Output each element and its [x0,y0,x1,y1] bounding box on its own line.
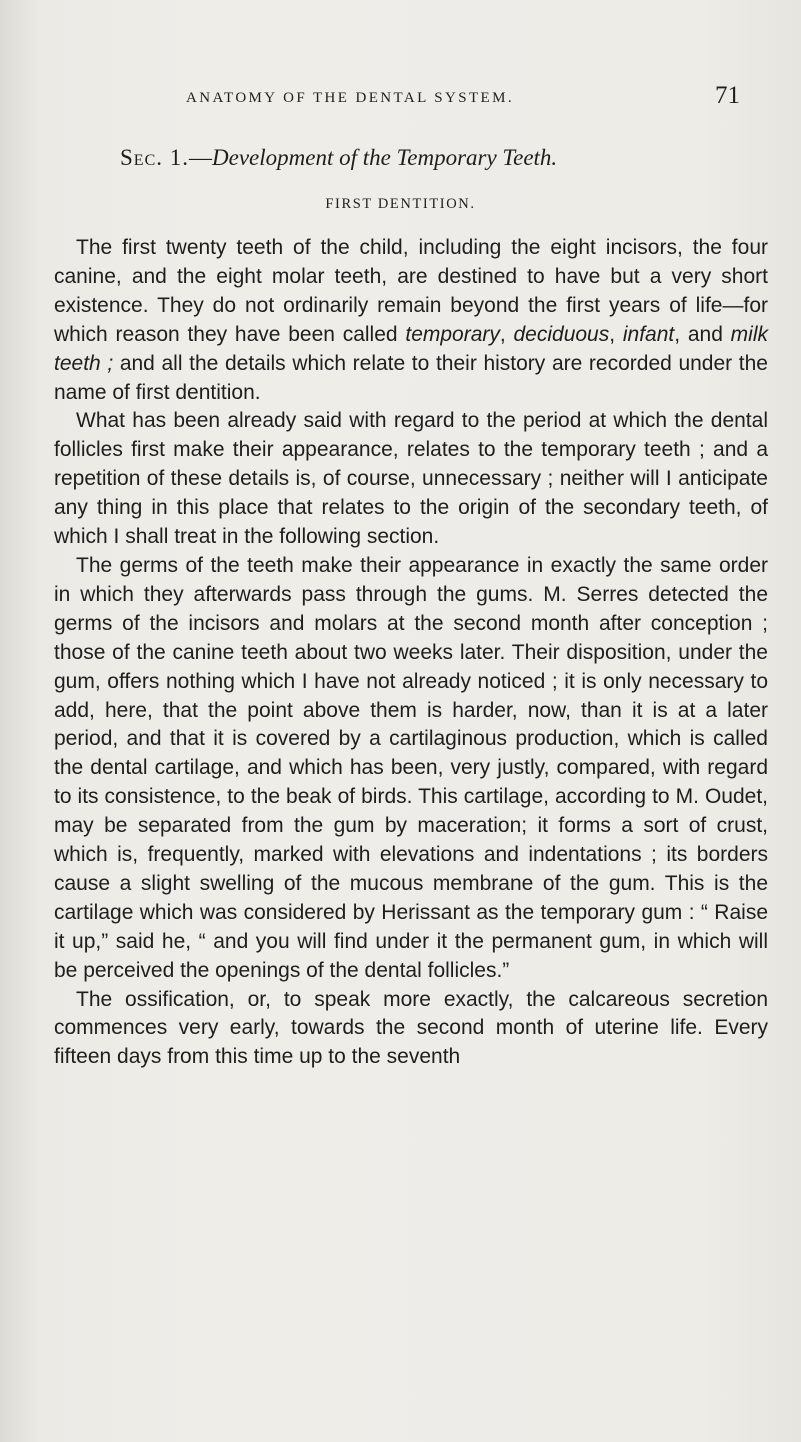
paragraph [54,234,768,407]
italic-term: milk teeth ; [54,322,768,375]
section-dash: — [189,145,212,170]
paragraph-text: , and [674,322,731,346]
section-heading [120,145,557,171]
section-title: Development of the Temporary Teeth. [212,145,558,170]
running-title: ANATOMY OF THE DENTAL SYSTEM. [186,90,514,106]
page-number: 71 [715,82,740,109]
paragraph-text: and all the details which relate to their history are recorded under the name of first dentition. [54,351,768,404]
paragraph: The ossification, or, to speak more exactly, the calcareous secretion commences very early, towards the second month of uterine life. Every fifteen days from this time up to the seventh [54,987,768,1069]
paragraph: The germs of the teeth make their appearance in exactly the same order in which they afterwards pass through the gums. M. Serres detected the germs of the incisors and molars at the second month after conception ; those of the canine teeth about two weeks later. Their disposition, under the gum, offers nothing which I have not already noticed ; it is only necessary to add, here, that the point above them is harder, now, than it is at a later period, and that it is covered by a cartilaginous production, which is called the dental cartilage, and which has been, very justly, compared, with regard to its consistence, to the beak of birds. This cartilage, according to M. Oudet, may be separated from the gum by maceration; it forms a sort of crust, which is, frequently, marked with elevations and indentations ; its borders cause a slight swelling of the mucous membrane of the gum. This is the cartilage which was considered by Herissant as the temporary gum : “ Raise it up,” said he, “ and you will find under it the permanent gum, in which will be perceived the openings of the dental follicles.” [54,553,768,982]
section-number: Sec. 1. [120,145,189,170]
subheading: FIRST DENTITION. [325,196,476,212]
body-text [54,234,768,1072]
italic-term: temporary [405,322,500,346]
paragraph-text: The first twenty teeth of the child, including the eight incisors, the four canine, and the eight molar teeth, are destined to have but a very short existence. They do not ordinarily remain beyond the first years of life—for which reason they have been called [54,236,768,346]
italic-term: deciduous [513,322,610,346]
running-head [120,82,740,116]
paragraph: What has been already said with regard to the period at which the dental follicles first make their appearance, relates to the temporary teeth ; and a repetition of these details is, of course, unnecessary ; neither will I anticipate any thing in this place that relates to the origin of the secondary teeth, of which I shall treat in the following section. [54,409,768,549]
paragraph-text: , [609,322,623,346]
italic-term: infant [622,322,675,346]
paragraph-text: , [499,322,514,346]
